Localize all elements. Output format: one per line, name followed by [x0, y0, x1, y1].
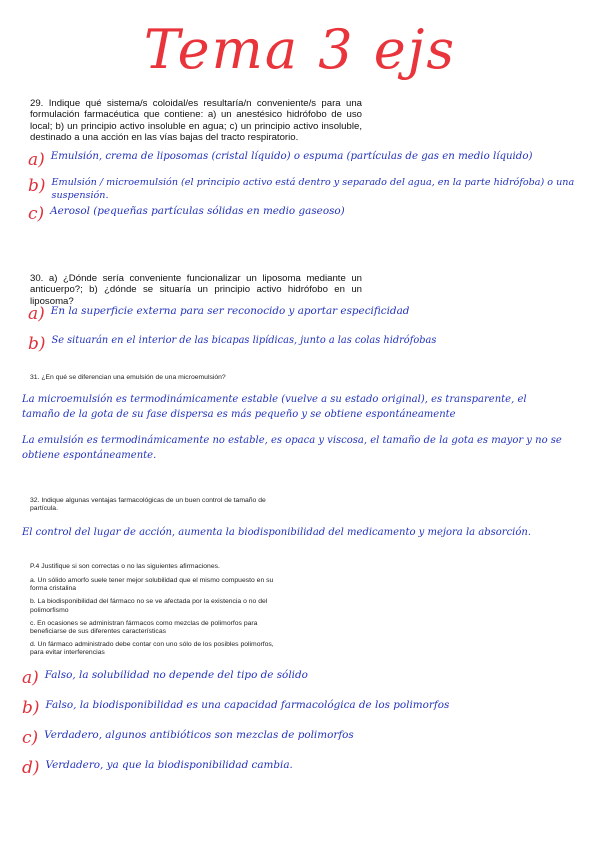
answer-31-microemulsion: La microemulsión es termodinámicamente estable (vuelve a su estado original), es transparente, el tamaño de la gota de su fase dispersa es más pequeño y se obtiene espontáneamente	[22, 394, 527, 420]
answer-text: Falso, la solubilidad no depende del tipo de sólido	[44, 669, 308, 681]
answer-text: Se situarán en el interior de las bicapas lipídicas, junto a las colas hidrófobas	[51, 335, 437, 346]
p4-statement-c: c. En ocasiones se administran fármacos como mezclas de polimorfos para beneficiarse de sus diferentes características	[30, 619, 258, 636]
answer-label: b)	[28, 176, 46, 196]
answers-30	[28, 304, 590, 354]
question-p4: P.4 Justifique si son correctas o no las siguientes afirmaciones.	[30, 563, 220, 570]
answers-p4	[22, 668, 582, 778]
answer-32: El control del lugar de acción, aumenta la biodisponibilidad del medicamento y mejora la absorción.	[22, 527, 532, 538]
answer-label: c)	[22, 728, 39, 748]
answer-p4-a	[22, 668, 582, 688]
answer-29-c	[28, 204, 590, 224]
answer-p4-d	[22, 758, 582, 778]
answer-text: Emulsión / microemulsión (el principio activo está dentro y separado del agua, en la parte hidrófoba) o una suspensión.	[51, 177, 575, 201]
question-30: 30. a) ¿Dónde sería conveniente funcionalizar un liposoma mediante un anticuerpo?; b) ¿dónde se situaría un principio activo hidrófobo en un liposoma?	[30, 273, 362, 307]
p4-statements	[30, 577, 280, 658]
answer-31-emulsion: La emulsión es termodinámicamente no estable, es opaca y viscosa, el tamaño de la gota es mayor y no se obtiene espontáneamente.	[22, 435, 562, 461]
answer-label: a)	[28, 304, 45, 324]
answer-label: a)	[28, 150, 45, 170]
page-title: Tema 3 ejs	[143, 18, 457, 81]
answer-text: Aerosol (pequeñas partículas sólidas en medio gaseoso)	[50, 205, 345, 217]
answer-text: En la superficie externa para ser reconocido y aportar especificidad	[50, 305, 410, 317]
answer-label: b)	[28, 334, 46, 354]
answer-text: Falso, la biodisponibilidad es una capacidad farmacológica de los polimorfos	[45, 699, 450, 711]
p4-statement-d: d. Un fármaco administrado debe contar con uno sólo de los posibles polimorfos, para evitar interferencias	[30, 641, 274, 657]
answer-29-a	[28, 150, 590, 170]
answer-p4-c	[22, 728, 582, 748]
answer-p4-b	[22, 698, 582, 718]
question-31: 31. ¿En qué se diferencian una emulsión de una microemulsión?	[30, 374, 226, 381]
answers-29	[28, 150, 590, 224]
question-29: 29. Indique qué sistema/s coloidal/es resultaría/n conveniente/s para una formulación farmacéutica que contiene: a) un anestésico hidrófobo de uso local; b) un principio activo insoluble en agua; c) un principio activo insoluble, destinado a una acción en las vías bajas del tracto respiratorio.	[30, 98, 362, 144]
p4-statement-a: a. Un sólido amorfo suele tener mejor solubilidad que el mismo compuesto en su forma cristalina	[30, 577, 274, 593]
answer-label: d)	[22, 758, 40, 778]
answer-text: Verdadero, algunos antibióticos son mezclas de polimorfos	[44, 729, 354, 741]
answer-label: b)	[22, 698, 40, 718]
answer-text: Emulsión, crema de liposomas (cristal líquido) o espuma (partículas de gas en medio líquido)	[50, 151, 533, 162]
answer-label: c)	[28, 204, 45, 224]
answer-30-b	[28, 334, 590, 354]
answer-label: a)	[22, 668, 39, 688]
answer-29-b	[28, 176, 590, 202]
answer-text: Verdadero, ya que la biodisponibilidad cambia.	[45, 759, 293, 771]
question-32: 32. Indique algunas ventajas farmacológicas de un buen control de tamaño de partícula.	[30, 497, 266, 513]
answer-30-a	[28, 304, 590, 324]
p4-statement-b: b. La biodisponibilidad del fármaco no se ve afectada por la existencia o no del polimorfismo	[30, 598, 268, 614]
